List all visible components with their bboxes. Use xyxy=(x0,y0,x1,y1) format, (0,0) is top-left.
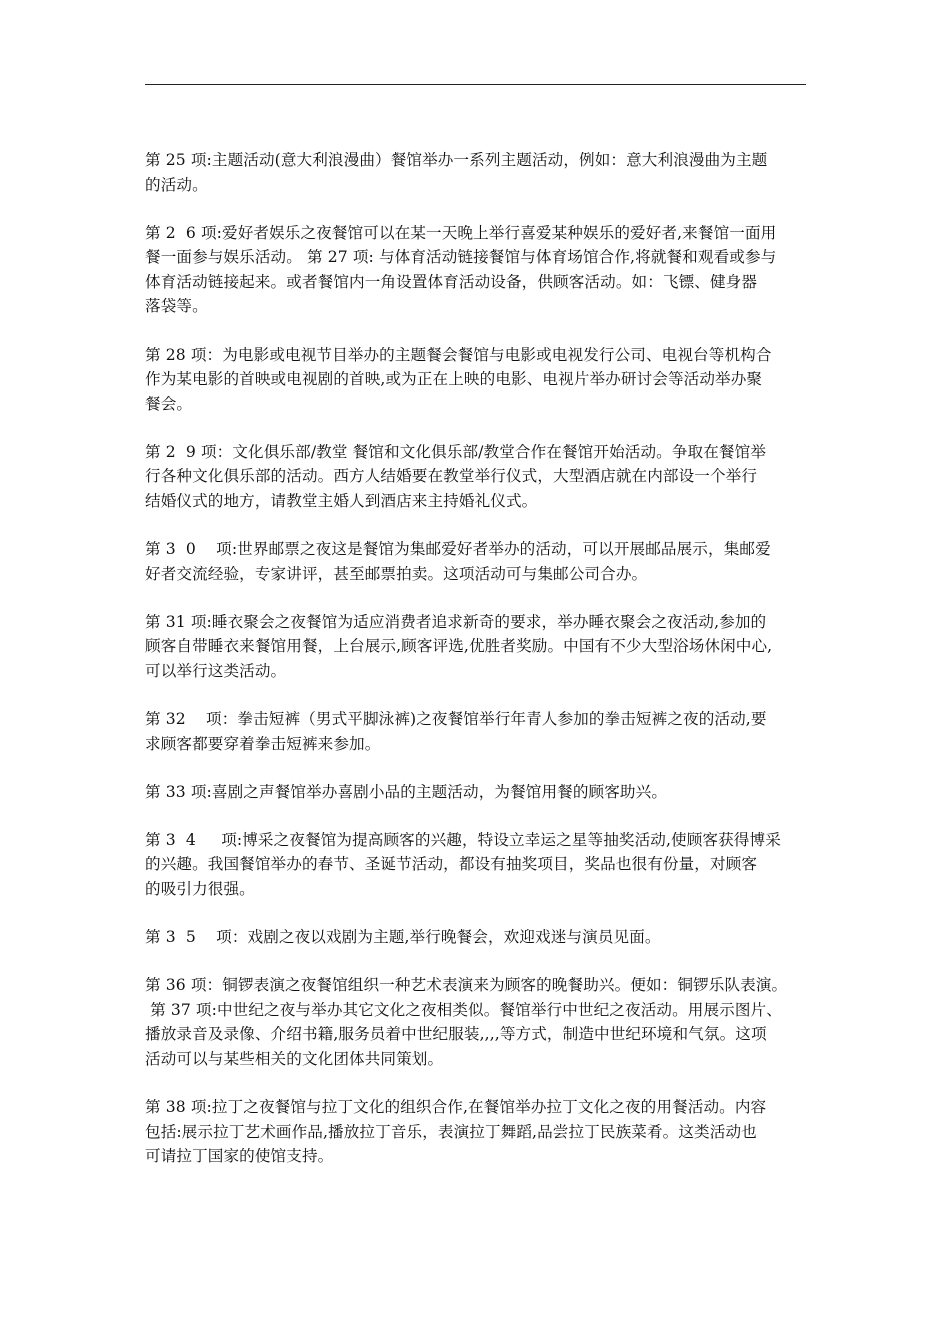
paragraph-line: 活动可以与某些相关的文化团体共同策划。 xyxy=(145,1050,444,1069)
paragraph xyxy=(145,343,809,417)
paragraph-line: 第 31 项:睡衣聚会之夜餐馆为适应消费者追求新奇的要求，举办睡衣聚会之夜活动,参加的 xyxy=(145,612,767,631)
paragraph-line: 餐一面参与娱乐活动。 第 27 项: 与体育活动链接餐馆与体育场馆合作,将就餐和观看或参与 xyxy=(145,248,777,267)
paragraph xyxy=(145,148,809,197)
paragraph-line: 餐会。 xyxy=(145,394,193,413)
paragraph-line: 第 36 项：铜锣表演之夜餐馆组织一种艺术表演来为顾客的晚餐助兴。便如：铜锣乐队表演。 xyxy=(145,976,788,995)
paragraph xyxy=(145,221,809,319)
paragraph-line: 第 32 项：拳击短裤（男式平脚泳裤)之夜餐馆举行年青人参加的拳击短裤之夜的活动,要 xyxy=(145,710,767,729)
paragraph-line: 落袋等。 xyxy=(145,297,208,316)
paragraph-line: 体育活动链接起来。或者餐馆内一角设置体育活动设备，供顾客活动。如：飞镖、健身器 xyxy=(145,272,758,291)
paragraph xyxy=(145,537,809,586)
paragraph-line: 第 3 5 项：戏剧之夜以戏剧为主题,举行晚餐会，欢迎戏迷与演员见面。 xyxy=(145,928,661,947)
paragraph-line: 第 3 0 项:世界邮票之夜这是餐馆为集邮爱好者举办的活动，可以开展邮品展示，集邮爱 xyxy=(145,540,771,559)
paragraph xyxy=(145,925,809,950)
paragraph-line: 的活动。 xyxy=(145,175,208,194)
header-rule xyxy=(145,84,806,85)
paragraph-line: 的吸引力很强。 xyxy=(145,880,255,899)
paragraph xyxy=(145,828,809,902)
paragraph-line: 第 28 项：为电影或电视节目举办的主题餐会餐馆与电影或电视发行公司、电视台等机构合 xyxy=(145,345,772,364)
paragraph xyxy=(145,1095,809,1169)
paragraph-line: 行各种文化俱乐部的活动。西方人结婚要在教堂举行仪式，大型酒店就在内部设一个举行 xyxy=(145,467,758,486)
paragraph-line: 顾客自带睡衣来餐馆用餐，上台展示,顾客评选,优胜者奖励。中国有不少大型浴场休闲中心, xyxy=(145,637,773,656)
paragraph-line: 第 2 6 项:爱好者娱乐之夜餐馆可以在某一天晚上举行喜爱某种娱乐的爱好者,来餐馆一面用 xyxy=(145,223,777,242)
paragraph-line: 第 38 项:拉丁之夜餐馆与拉丁文化的组织合作,在餐馆举办拉丁文化之夜的用餐活动。内容 xyxy=(145,1098,767,1117)
paragraph-line: 求顾客都要穿着拳击短裤来参加。 xyxy=(145,734,381,753)
paragraph-line: 第 25 项:主题活动(意大利浪漫曲）餐馆举办一系列主题活动，例如：意大利浪漫曲为主题 xyxy=(145,151,768,169)
paragraph xyxy=(145,973,809,1071)
paragraph-line: 好者交流经验，专家讲评，甚至邮票拍卖。这项活动可与集邮公司合办。 xyxy=(145,564,648,583)
paragraph-line: 的兴趣。我国餐馆举办的春节、圣诞节活动，都设有抽奖项目，奖品也很有份量，对顾客 xyxy=(145,855,758,874)
paragraph-line: 可请拉丁国家的使馆支持。 xyxy=(145,1147,334,1166)
paragraph-line: 第 2 9 项：文化俱乐部/教堂 餐馆和文化俱乐部/教堂合作在餐馆开始活动。争取在餐馆举 xyxy=(145,442,767,461)
paragraph xyxy=(145,707,809,756)
paragraph-line: 可以举行这类活动。 xyxy=(145,662,287,680)
paragraph xyxy=(145,440,809,514)
paragraph-line: 第 3 4 项:博采之夜餐馆为提高顾客的兴趣，特设立幸运之星等抽奖活动,使顾客获得博采 xyxy=(145,830,781,849)
paragraph xyxy=(145,610,809,684)
paragraph-line: 第 37 项:中世纪之夜与举办其它文化之夜相类似。餐馆举行中世纪之夜活动。用展示图片、 xyxy=(145,1000,782,1019)
paragraph-line: 结婚仪式的地方，请教堂主婚人到酒店来主持婚礼仪式。 xyxy=(145,492,538,511)
paragraph-line: 播放录音及录像、介绍书籍,服务员着中世纪服装,,,,等方式，制造中世纪环境和气氛。这项 xyxy=(145,1025,767,1044)
paragraph xyxy=(145,780,809,805)
document-body xyxy=(145,148,809,1192)
paragraph-line: 第 33 项:喜剧之声餐馆举办喜剧小品的主题活动，为餐馆用餐的顾客助兴。 xyxy=(145,782,668,801)
paragraph-line: 作为某电影的首映或电视剧的首映,或为正在上映的电影、电视片举办研讨会等活动举办聚 xyxy=(145,370,763,389)
paragraph-line: 包括:展示拉丁艺术画作品,播放拉丁音乐，表演拉丁舞蹈,品尝拉丁民族菜肴。这类活动也 xyxy=(145,1122,757,1141)
